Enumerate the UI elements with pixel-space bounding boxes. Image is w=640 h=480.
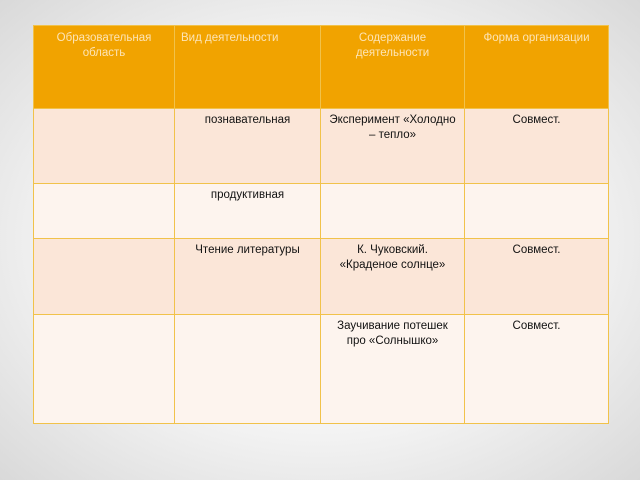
cell-organization-form: Совмест. — [465, 314, 609, 423]
table-row — [34, 239, 609, 314]
cell-educational-area — [34, 184, 175, 239]
cell-activity-type: познавательная — [175, 109, 321, 184]
table-header-row — [34, 26, 609, 109]
table-row — [34, 314, 609, 423]
cell-activity-content: К. Чуковский. «Краденое солнце» — [321, 239, 465, 314]
cell-organization-form — [465, 184, 609, 239]
activity-table — [33, 25, 609, 424]
cell-educational-area — [34, 239, 175, 314]
cell-activity-content — [321, 184, 465, 239]
table-row — [34, 184, 609, 239]
cell-activity-type: Чтение литературы — [175, 239, 321, 314]
header-organization-form: Форма организации — [465, 26, 609, 109]
activity-table-container — [33, 25, 608, 424]
cell-educational-area — [34, 314, 175, 423]
table-row — [34, 109, 609, 184]
cell-organization-form: Совмест. — [465, 239, 609, 314]
header-educational-area: Образовательная область — [34, 26, 175, 109]
header-activity-type: Вид деятельности — [175, 26, 321, 109]
cell-activity-type — [175, 314, 321, 423]
cell-educational-area — [34, 109, 175, 184]
cell-organization-form: Совмест. — [465, 109, 609, 184]
cell-activity-content: Эксперимент «Холодно – тепло» — [321, 109, 465, 184]
header-activity-content: Содержание деятельности — [321, 26, 465, 109]
cell-activity-content: Заучивание потешек про «Солнышко» — [321, 314, 465, 423]
cell-activity-type: продуктивная — [175, 184, 321, 239]
